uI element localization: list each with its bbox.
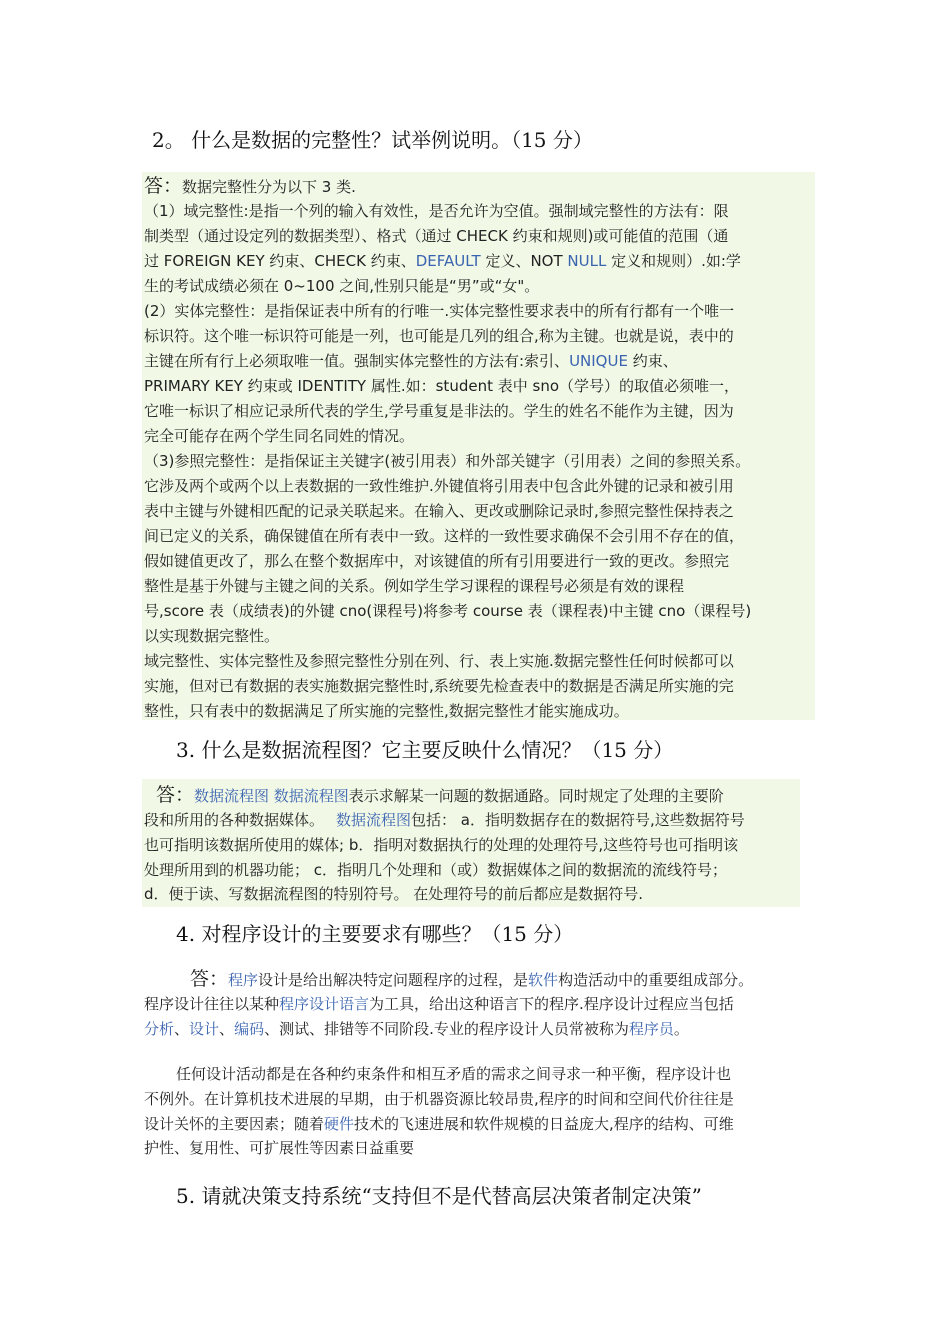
answer-label: 答： <box>190 968 229 990</box>
answer-2-line-8: PRIMARY KEY 约束或 IDENTITY 属性.如：student 表中 sno（学号）的取值必须唯一， <box>144 377 739 395</box>
link-programmer[interactable]: 程序员 <box>628 1020 674 1038</box>
link-data-flow-diagram[interactable]: 数据流程图 数据流程图 <box>194 787 349 805</box>
answer-3-line-4: 处理所用到的机器功能； c．指明几个处理和（或）数据媒体之间的数据流的流线符号； <box>144 861 728 879</box>
question-5-title: 5. 请就决策支持系统“支持但不是代替高层决策者制定决策” <box>176 1184 702 1208</box>
answer-3-line-0: 答：数据流程图 数据流程图表示求解某一问题的数据通路。同时规定了处理的主要阶 <box>156 784 724 806</box>
link-data-flow-diagram-2[interactable]: 数据流程图 <box>336 811 412 829</box>
link-programming-language[interactable]: 程序设计语言 <box>279 995 370 1013</box>
answer-2-line-5: (2）实体完整性：是指保证表中所有的行唯一.实体完整性要求表中的所有行都有一个唯一 <box>144 302 735 320</box>
link-null[interactable]: NULL <box>567 252 607 270</box>
link-hardware[interactable]: 硬件 <box>324 1115 355 1133</box>
answer-2-line-1: （1）域完整性:是指一个列的输入有效性，是否允许为空值。强制域完整性的方法有：限 <box>144 202 729 220</box>
answer-4-p1-line-0: 答：程序设计是给出解决特定问题程序的过程，是软件构造活动中的重要组成部分。 <box>190 968 754 990</box>
answer-2-line-0: 答：数据完整性分为以下 3 类. <box>144 175 356 197</box>
answer-2-line-20: 实施，但对已有数据的表实施数据完整性时,系统要先检查表中的数据是否满足所实施的完 <box>144 677 734 695</box>
answer-2-line-16: 整性是基于外键与主键之间的关系。例如学生学习课程的课程号必须是有效的课程 <box>144 577 685 595</box>
answer-2-line-6: 标识符。这个唯一标识符可能是一列，也可能是几列的组合,称为主键。也就是说，表中的 <box>144 327 734 345</box>
question-4-title: 4. 对程序设计的主要要求有哪些？（15 分） <box>176 922 574 946</box>
link-unique[interactable]: UNIQUE <box>569 352 628 370</box>
answer-label: 答： <box>144 175 183 197</box>
answer-2-line-4: 生的考试成绩必须在 0~100 之间,性别只能是“男”或“女"。 <box>144 277 540 295</box>
answer-3-line-1: 段和所用的各种数据媒体。 数据流程图包括： a．指明数据存在的数据符号,这些数据符号 <box>144 811 745 829</box>
answer-4-p2-line-3: 护性、复用性、可扩展性等因素日益重要 <box>144 1139 415 1157</box>
link-software[interactable]: 软件 <box>528 971 559 989</box>
answer-4-p1-line-1: 程序设计往往以某种程序设计语言为工具，给出这种语言下的程序.程序设计过程应当包括 <box>144 995 734 1013</box>
answer-2-line-19: 域完整性、实体完整性及参照完整性分别在列、行、表上实施.数据完整性任何时候都可以 <box>144 652 734 670</box>
answer-3-line-3: 也可指明该数据所使用的媒体; b．指明对数据执行的处理的处理符号,这些符号也可指明该 <box>144 836 739 854</box>
link-analysis[interactable]: 分析 <box>144 1020 175 1038</box>
answer-2-line-15: 假如键值更改了，那么在整个数据库中，对该键值的所有引用要进行一致的更改。参照完 <box>144 552 730 570</box>
answer-2-line-3: 过 FOREIGN KEY 约束、CHECK 约束、DEFAULT 定义、NOT NULL 定义和规则）.如:学 <box>144 252 741 270</box>
answer-2-line-10: 完全可能存在两个学生同名同姓的情况。 <box>144 427 415 445</box>
link-program[interactable]: 程序 <box>228 971 259 989</box>
answer-2-line-11: （3)参照完整性：是指保证主关键字(被引用表）和外部关键字（引用表）之间的参照关系。 <box>144 452 751 470</box>
link-coding[interactable]: 编码 <box>234 1020 265 1038</box>
answer-2-line-13: 表中主键与外键相匹配的记录关联起来。在输入、更改或删除记录时,参照完整性保持表之 <box>144 502 734 520</box>
link-default[interactable]: DEFAULT <box>415 252 481 270</box>
link-design[interactable]: 设计 <box>189 1020 220 1038</box>
answer-2-line-14: 间已定义的关系，确保键值在所有表中一致。这样的一致性要求确保不会引用不存在的值， <box>144 527 745 545</box>
answer-2-line-7: 主键在所有行上必须取唯一值。强制实体完整性的方法有:索引、UNIQUE 约束、 <box>144 352 678 370</box>
answer-2-line-9: 它唯一标识了相应记录所代表的学生,学号重复是非法的。学生的姓名不能作为主键，因为 <box>144 402 734 420</box>
question-2-title: 2。 什么是数据的完整性？试举例说明。（15 分） <box>152 128 593 152</box>
answer-2-line-17: 号,score 表（成绩表)的外键 cno(课程号)将参考 course 表（课程表)中主键 cno（课程号) <box>144 602 752 620</box>
answer-2-line-18: 以实现数据完整性。 <box>144 627 280 645</box>
answer-2-line-21: 整性，只有表中的数据满足了所实施的完整性,数据完整性才能实施成功。 <box>144 702 629 720</box>
answer-4-p2-line-2: 设计关怀的主要因素；随着硬件技术的飞速进展和软件规模的日益庞大,程序的结构、可维 <box>144 1115 734 1133</box>
answer-4-p2-line-0: 任何设计活动都是在各种约束条件和相互矛盾的需求之间寻求一种平衡，程序设计也 <box>176 1065 732 1083</box>
question-3-title: 3. 什么是数据流程图？它主要反映什么情况？（15 分） <box>176 738 674 762</box>
answer-label: 答： <box>156 784 195 806</box>
answer-2-line-2: 制类型（通过设定列的数据类型）、格式（通过 CHECK 约束和规则)或可能值的范围（通 <box>144 227 729 245</box>
answer-2-line-12: 它涉及两个或两个以上表数据的一致性维护.外键值将引用表中包含此外键的记录和被引用 <box>144 477 734 495</box>
answer-4-p2-line-1: 不例外。在计算机技术进展的早期，由于机器资源比较昂贵,程序的时间和空间代价往往是 <box>144 1090 734 1108</box>
answer-4-p1-line-2: 分析、设计、编码、测试、排错等不同阶段.专业的程序设计人员常被称为程序员。 <box>144 1020 689 1038</box>
answer-3-line-5: d．便于读、写数据流程图的特别符号。 在处理符号的前后都应是数据符号. <box>144 885 644 903</box>
